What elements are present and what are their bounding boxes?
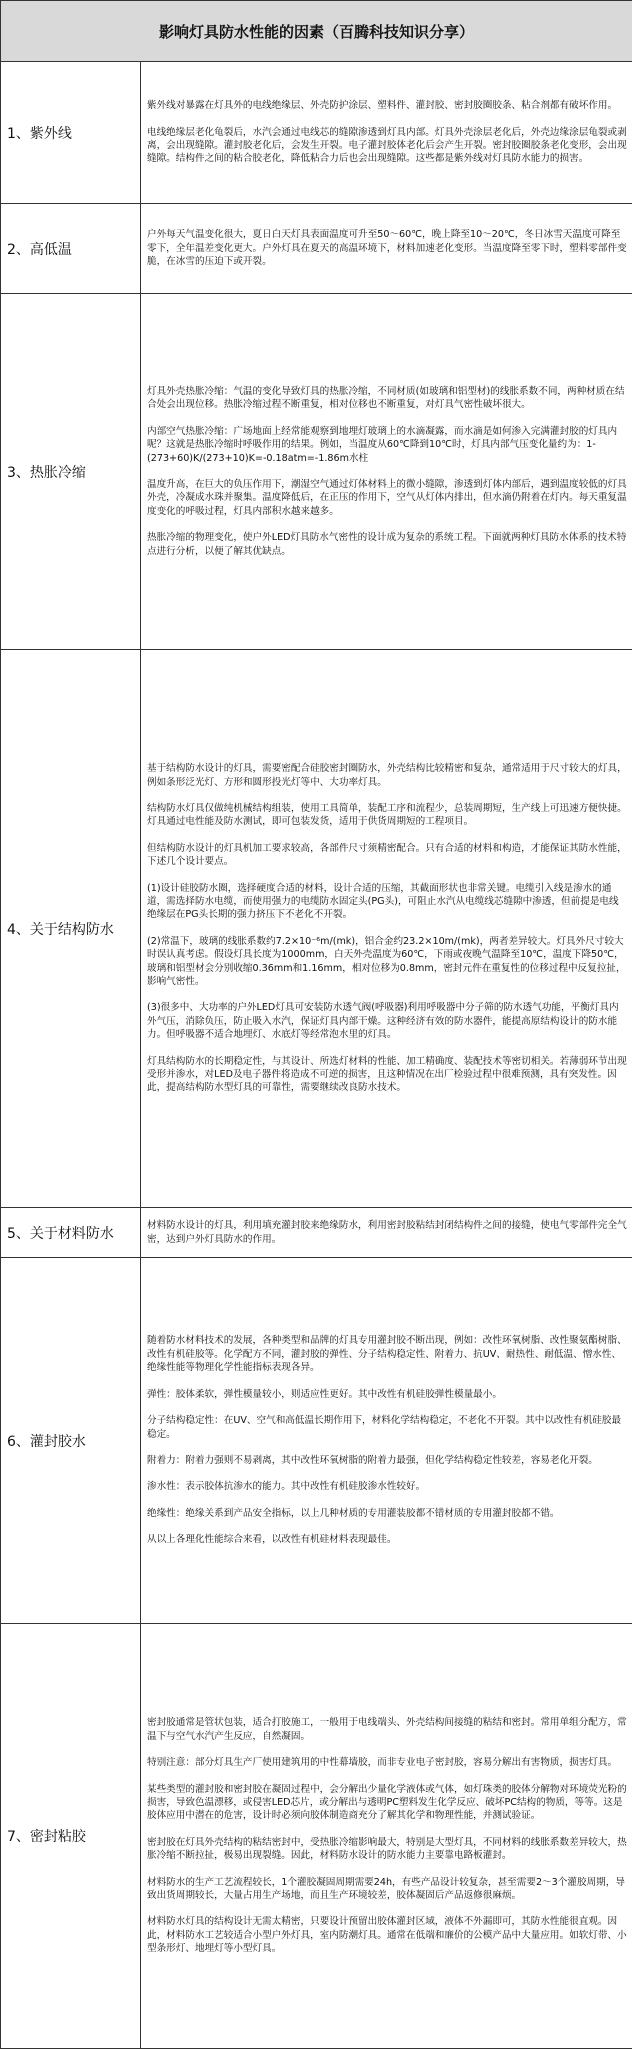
table-row — [1, 1624, 632, 2049]
paragraph: 结构防水灯具仅做纯机械结构组装，使用工具简单，装配工序和流程少，总装周期短，生产线上可迅速方便快捷。灯具通过电性能及防水测试，即可包装发货，适用于供货周期短的工程项目。 — [147, 802, 627, 829]
paragraph: 绝缘性：绝缘关系到产品安全指标，以上几种材质的专用灌装胶都不错材质的专用灌封胶都不错。 — [147, 1507, 627, 1520]
paragraph: 密封胶通常是管状包装，适合打胶施工，一般用于电线端头、外壳结构间接缝的粘结和密封。常用单组分配方，常温下与空气水汽产生反应，自然凝固。 — [147, 1716, 627, 1743]
paragraph: 温度升高，在巨大的负压作用下，潮湿空气通过灯体材料上的微小缝隙，渗透到灯体内部后，遇到温度较低的灯具外壳，冷凝成水珠并聚集。温度降低后，在正压的作用下，空气从灯体内排出，但水滴仍附着在灯内。每天重复温度变化的呼吸过程，灯具内部积水越来越多。 — [147, 478, 627, 518]
row-content — [141, 1624, 632, 2049]
paragraph: 户外每天气温变化很大，夏日白天灯具表面温度可升至50～60℃，晚上降至10～20℃，冬日冰雪天温度可降至零下，全年温差变化更大。户外灯具在夏天的高温环境下，材料加速老化变形。当温度降至零下时，塑料零部件变脆，在冰雪的压迫下或开裂。 — [147, 228, 627, 268]
paragraph: 材料防水设计的灯具，利用填充灌封胶来绝缘防水，利用密封胶粘结封闭结构件之间的接缝，使电气零部件完全气密，达到户外灯具防水的作用。 — [147, 1219, 627, 1246]
row-content — [141, 294, 632, 650]
paragraph: 随着防水材料技术的发展，各种类型和品牌的灯具专用灌封胶不断出现，例如：改性环氧树脂、改性聚氨酯树脂、改性有机硅胶等。化学配方不同，灌封胶的弹性、分子结构稳定性、附着力、抗UV、耐热性、耐低温、憎水性、绝缘性能等物理化学性能指标表现各异。 — [147, 1334, 627, 1374]
row-label: 5、关于材料防水 — [1, 1208, 141, 1258]
paragraph: 材料防水的生产工艺流程较长，1个灌胶凝固周期需要24h，有些产品设计较复杂，甚至需要2～3个灌胶周期，导致出货周期较长，大量占用生产场地，而且生产环境较差，胶体凝固后产品返修很麻烦。 — [147, 1876, 627, 1903]
table-row — [1, 650, 632, 1208]
page-title: 影响灯具防水性能的因素（百腾科技知识分享） — [1, 1, 632, 62]
row-label: 4、关于结构防水 — [1, 650, 141, 1208]
paragraph: (3)很多中、大功率的户外LED灯具可安装防水透气阀(呼吸器)利用呼吸器中分子筛的防水透气功能，平衡灯具内外气压，消除负压，防止吸入水汽，保证灯具内部干燥。这种经济有效的防水器件，能提高原结构设计的防水能力。但呼吸器不适合地埋灯、水底灯等经常泡水里的灯具。 — [147, 1001, 627, 1041]
paragraph: 基于结构防水设计的灯具，需要密配合硅胶密封圈防水，外壳结构比较精密和复杂，通常适用于尺寸较大的灯具，例如条形泛光灯、方形和圆形投光灯等中、大功率灯具。 — [147, 762, 627, 789]
paragraph: 弹性：胶体柔软，弹性模量较小，则适应性更好。其中改性有机硅胶弹性模量最小。 — [147, 1388, 627, 1401]
table-row — [1, 1208, 632, 1258]
table-row — [1, 62, 632, 204]
paragraph: 渗水性：表示胶体抗渗水的能力。其中改性有机硅胶渗水性较好。 — [147, 1480, 627, 1493]
row-label: 2、高低温 — [1, 204, 141, 294]
paragraph: 灯具结构防水的长期稳定性，与其设计、所选灯材料的性能、加工精确度、装配技术等密切相关。若薄弱环节出现受形并渗水，对LED及电子器件将造成不可逆的损害，且这种情况在出厂检验过程中很难预测，具有突发性。因此，提高结构防水型灯具的可靠性，需要继续改良防水技术。 — [147, 1055, 627, 1095]
paragraph: 灯具外壳热胀冷缩：气温的变化导致灯具的热胀冷缩，不同材质(如玻璃和铝型材)的线胀系数不同，两种材质在结合处会出现位移。热胀冷缩过程不断重复，相对位移也不断重复，对灯具气密性破坏很大。 — [147, 385, 627, 412]
row-label: 1、紫外线 — [1, 62, 141, 204]
paragraph: 附着力：附着力强则不易剥离，其中改性环氧树脂的附着力最强，但化学结构稳定性较差，容易老化开裂。 — [147, 1454, 627, 1467]
row-label: 3、热胀冷缩 — [1, 294, 141, 650]
paragraph: 电线绝缘层老化龟裂后，水汽会通过电线芯的缝隙渗透到灯具内部。灯具外壳涂层老化后，外壳边缘涂层龟裂或剥离，会出现缝隙。灌封胶老化后，会发生开裂。电子灌封胶体老化后会产生开裂。密封胶圈胶条老化变形，会出现缝隙。结构件之间的粘合胶老化，降低粘合力后也会出现缝隙。这些都是紫外线对灯具防水能力的损害。 — [147, 126, 627, 166]
row-content — [141, 650, 632, 1208]
paragraph: 分子结构稳定性：在UV、空气和高低温长期作用下，材料化学结构稳定，不老化不开裂。其中以改性有机硅胶最稳定。 — [147, 1414, 627, 1441]
row-content — [141, 1208, 632, 1258]
paragraph: (2)常温下，玻璃的线胀系数约7.2×10⁻⁶m/(mk)，铝合金约23.2×10m/(mk)，两者差异较大。灯具外尺寸较大时误认真考虑。假设灯具长度为1000mm，白天外壳温度为60℃，下雨或夜晚气温降至10℃，温度下降50℃，玻璃和铝型材会分别收缩0.36mm和1.16mm，相对位移为0.8mm，密封元件在重复性的位移过程中反复拉扯，影响气密性。 — [147, 935, 627, 989]
paragraph: (1)设计硅胶防水圈，选择硬度合适的材料，设计合适的压缩，其截面形状也非常关键。电缆引入线是渗水的通道，需选择防水电缆，而使用强力的电缆防水固定头(PG头)，可阻止水汽从电缆线芯缝隙中渗透，但前提是电线绝缘层在PG头长期的强力挤压下不老化不开裂。 — [147, 882, 627, 922]
row-content — [141, 1258, 632, 1624]
paragraph: 从以上各理化性能综合来看，以改性有机硅材料表现最佳。 — [147, 1533, 627, 1546]
row-content — [141, 62, 632, 204]
paragraph: 材料防水灯具的结构设计无需太精密，只要设计预留出胶体灌封区域，液体不外漏即可，其防水性能很直观。因此，材料防水工艺较适合小型户外灯具，室内防潮灯具。通常在低端和廉价的公模产品中大量应用。如软灯带、小型条形灯、地埋灯等小型灯具。 — [147, 1915, 627, 1955]
paragraph: 内部空气热胀冷缩：广场地面上经常能观察到地埋灯玻璃上的水滴凝露，而水滴是如何渗入完满灌封胶的灯具内呢？这就是热胀冷缩时呼吸作用的结果。例如，当温度从60℃降到10℃时，灯具内部气压变化量约为：1-(273+60)K/(273+10)K=-0.18atm=-1.86m水柱 — [147, 425, 627, 465]
row-label: 7、密封粘胶 — [1, 1624, 141, 2049]
table-row — [1, 204, 632, 294]
paragraph: 密封胶在灯具外壳结构的粘结密封中，受热胀冷缩影响最大，特别是大型灯具，不同材料的线胀系数差异较大，热胀冷缩不断拉扯，极易出现裂缝。因此，材料防水设计的防水能力主要靠电路板灌封。 — [147, 1836, 627, 1863]
paragraph: 紫外线对暴露在灯具外的电线绝缘层、外壳防护涂层、塑料件、灌封胶、密封胶圈胶条、粘合剂都有破坏作用。 — [147, 99, 627, 112]
table-row — [1, 294, 632, 650]
paragraph: 热胀冷缩的物理变化，使户外LED灯具防水气密性的设计成为复杂的系统工程。下面就两种灯具防水体系的技术特点进行分析，以便了解其优缺点。 — [147, 531, 627, 558]
table-row — [1, 1258, 632, 1624]
paragraph: 某些类型的灌封胶和密封胶在凝固过程中，会分解出少量化学液体或气体，如灯珠类的胶体分解物对环境荧光粉的损害，导致色温漂移，或侵害LED芯片，或分解出与透明PC塑料发生化学反应、破坏PC结构的物质，等等。这是胶体应用中潜在的危害，设计时必须向胶体制造商充分了解其化学和物理性能，并测试验证。 — [147, 1783, 627, 1823]
paragraph: 但结构防水设计的灯具机加工要求较高，各部件尺寸须精密配合。只有合适的材料和构造，才能保证其防水性能，下述几个设计要点。 — [147, 842, 627, 869]
paragraph: 特别注意：部分灯具生产厂使用建筑用的中性幕墙胶，而非专业电子密封胶，容易分解出有害物质，损害灯具。 — [147, 1756, 627, 1769]
row-content — [141, 204, 632, 294]
title-row — [1, 1, 632, 62]
row-label: 6、灌封胶水 — [1, 1258, 141, 1624]
